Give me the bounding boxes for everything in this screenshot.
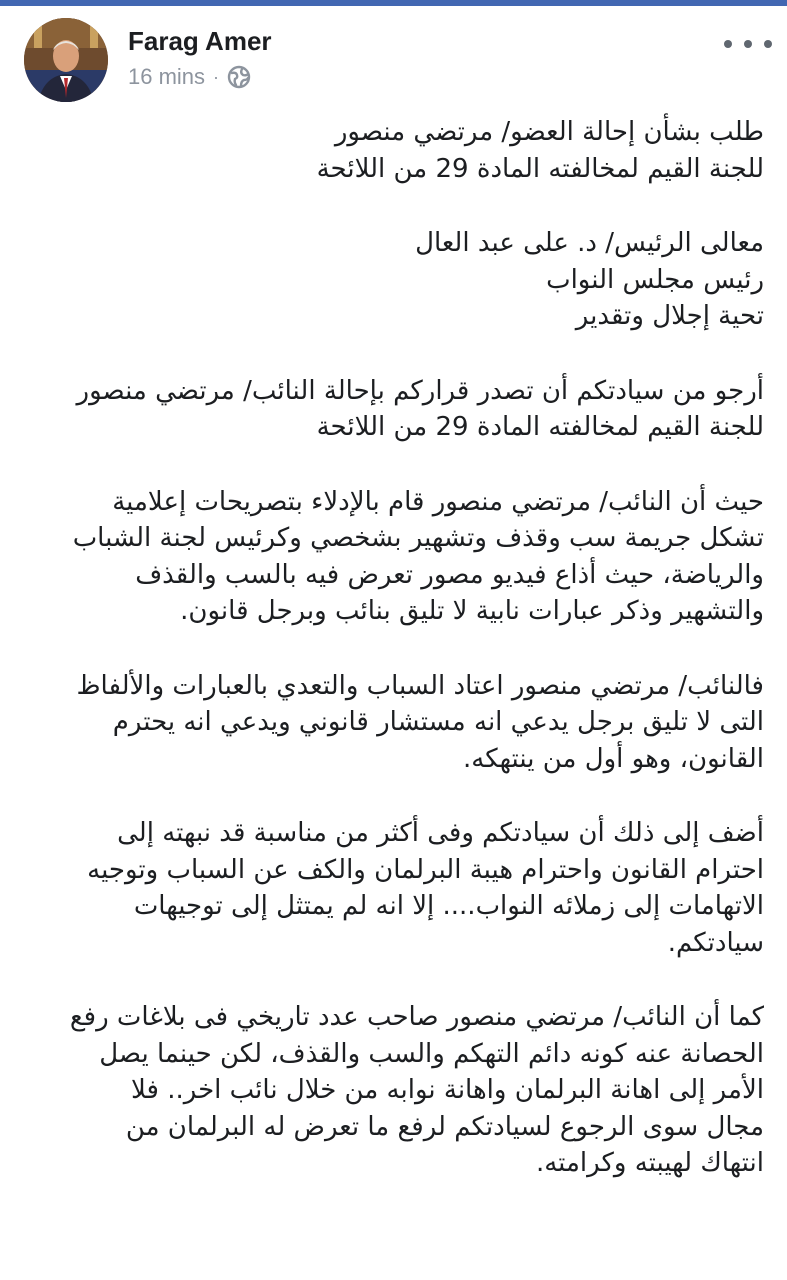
text-line: والتشهير وذكر عبارات نابية لا تليق بنائب وبرجل قانون. xyxy=(180,596,764,626)
text-line: التى لا تليق برجل يدعي انه مستشار قانوني ويدعي انه يحترم xyxy=(112,707,764,737)
post-time[interactable]: 16 mins xyxy=(128,64,206,89)
text-line: للجنة القيم لمخالفته المادة 29 من اللائحة xyxy=(316,412,764,442)
text-line: تحية إجلال وتقدير xyxy=(575,301,764,331)
meta-separator: · xyxy=(213,66,220,87)
post-paragraph xyxy=(24,114,764,187)
text-line: أرجو من سيادتكم أن تصدر قراركم بإحالة النائب/ مرتضي منصور xyxy=(76,375,764,406)
text-line: والرياضة، حيث أذاع فيديو مصور تعرض فيه بالسب والقذف xyxy=(135,559,764,590)
text-line: فالنائب/ مرتضي منصور اعتاد السباب والتعدي بالعبارات والألفاظ xyxy=(76,670,764,701)
post-paragraph xyxy=(24,225,764,335)
post-meta xyxy=(128,62,251,92)
post-header xyxy=(0,6,787,106)
text-line: طلب بشأن إحالة العضو/ مرتضي منصور xyxy=(334,117,764,147)
text-line: للجنة القيم لمخالفته المادة 29 من اللائحة xyxy=(316,153,764,184)
more-dot xyxy=(764,40,772,48)
text-line: رئيس مجلس النواب xyxy=(546,264,764,295)
text-line: الاتهامات إلى زملائه النواب.... إلا انه لم يمتثل إلى توجيهات xyxy=(133,891,764,921)
text-line: معالى الرئيس/ د. على عبد العال xyxy=(415,228,764,258)
avatar[interactable] xyxy=(24,18,108,102)
post-paragraph xyxy=(24,373,764,446)
globe-icon[interactable] xyxy=(227,65,251,89)
text-line: الحصانة عنه كونه دائم التهكم والسب والقذف، لكن حينما يصل xyxy=(99,1038,764,1069)
post-paragraph xyxy=(24,668,764,778)
text-line: مجال سوى الرجوع لسيادتكم لرفع ما تعرض له البرلمان من xyxy=(125,1111,764,1142)
post-paragraph xyxy=(24,484,764,630)
post-text xyxy=(24,114,764,1220)
post-paragraph xyxy=(24,999,764,1182)
text-line: كما أن النائب/ مرتضي منصور صاحب عدد تاريخي فى بلاغات رفع xyxy=(69,1002,764,1032)
text-line: القانون، وهو أول من ينتهكه. xyxy=(463,743,764,774)
more-dot xyxy=(724,40,732,48)
post-paragraph xyxy=(24,815,764,961)
text-line: حيث أن النائب/ مرتضي منصور قام بالإدلاء بتصريحات إعلامية xyxy=(112,486,764,517)
text-line: تشكل جريمة سب وقذف وتشهير بشخصي وكرئيس لجنة الشباب xyxy=(72,523,764,553)
more-options-icon[interactable] xyxy=(724,32,772,56)
text-line: احترام القانون واحترام هيبة البرلمان والكف عن السباب وتوجيه xyxy=(87,854,764,885)
text-line: أضف إلى ذلك أن سيادتكم وفى أكثر من مناسبة قد نبهته إلى xyxy=(117,818,764,848)
more-dot xyxy=(744,40,752,48)
text-line: سيادتكم. xyxy=(667,927,764,958)
text-line: انتهاك لهيبته وكرامته. xyxy=(535,1148,764,1178)
text-line: الأمر إلى اهانة البرلمان واهانة نوابه من خلال نائب اخر.. فلا xyxy=(130,1075,764,1105)
author-name[interactable]: Farag Amer xyxy=(128,26,272,56)
